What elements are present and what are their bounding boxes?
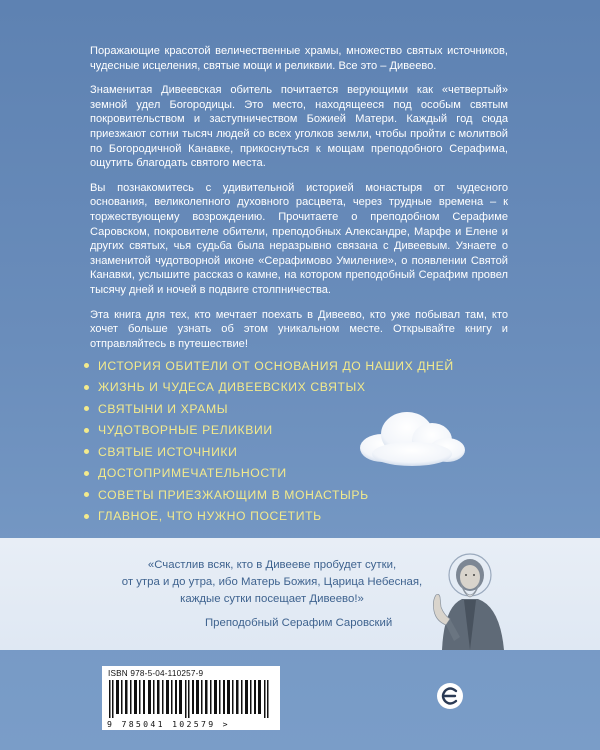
bullet-dot-icon (84, 385, 89, 390)
feature-item-text: ДОСТОПРИМЕЧАТЕЛЬНОСТИ (98, 466, 287, 480)
saint-portrait-icon (420, 545, 512, 650)
publisher-logo-icon (436, 682, 464, 710)
bullet-dot-icon (84, 363, 89, 368)
isbn-barcode (102, 666, 280, 730)
feature-item (84, 506, 524, 527)
description-paragraph-1: Поражающие красотой величественные храмы, множество святых источников, чудесные исцеления, святые мощи и реликвии. Все это – Дивеево. (90, 45, 508, 72)
quote-line: «Счастлив всяк, кто в Дивееве пробудет сутки, (147, 559, 397, 571)
bullet-dot-icon (84, 428, 89, 433)
feature-item (84, 355, 524, 376)
quote-line: каждые сутки посещает Дивеево!» (180, 593, 364, 605)
description-paragraph-3: Вы познакомитесь с удивительной историей монастыря от чудесного основания, великолепного духовного расцвета, через трудные времена – к торжествующему возрождению. Прочитаете о преподобном Серафиме Саровском, покровителе обители, преподобных Александре, Марфе и Елене и других святых, чья судьба была неразрывно связана с Дивеевым. Узнаете о знаменитой чудотворной иконе «Серафимово Умиление», о появлении Святой Канавки, услышите рассказ о камне, на котором преподобный Серафим провел тысячу дней и ночей в подвиге столпничества. (90, 181, 508, 296)
description-text (90, 44, 508, 361)
isbn-label: ISBN 978-5-04-110257-9 (108, 669, 204, 678)
feature-item-text: СВЯТЫЕ ИСТОЧНИКИ (98, 444, 238, 459)
barcode-digits: 9 785041 102579 > (107, 719, 230, 729)
feature-item-text: ЖИЗНЬ И ЧУДЕСА ДИВЕЕВСКИХ СВЯТЫХ (98, 380, 366, 394)
barcode-icon (107, 680, 275, 718)
bullet-dot-icon (84, 514, 89, 519)
feature-item-text: СОВЕТЫ ПРИЕЗЖАЮЩИМ В МОНАСТЫРЬ (98, 487, 369, 502)
quote-text (92, 557, 452, 608)
feature-item-text: СВЯТЫНИ И ХРАМЫ (98, 401, 229, 416)
feature-item (84, 484, 524, 505)
feature-item-text: ГЛАВНОЕ, ЧТО НУЖНО ПОСЕТИТЬ (98, 509, 322, 523)
bullet-dot-icon (84, 492, 89, 497)
feature-item (84, 377, 524, 398)
description-paragraph-4: Эта книга для тех, кто мечтает поехать в Дивеево, кто уже побывал там, кто хочет больше узнать об этом уникальном месте. Открывайте книгу и отправляйтесь в путешествие! (90, 308, 508, 350)
description-paragraph-2: Знаменитая Дивеевская обитель почитается верующими как «четвертый» земной удел Богородицы. Это место, находящееся под особым святым покровительством и заступничеством Божией Матери. Каждый год сюда приезжают сотни тысяч людей со всех уголков земли, чтобы пройти с молитвой по Богородичной Канавке, прикоснуться к мощам преподобного Серафима, ощутить благодать святого места. (90, 84, 508, 170)
quote-author: Преподобный Серафим Саровский (205, 617, 393, 629)
quote-line: от утра и до утра, ибо Матерь Божия, Царица Небесная, (121, 576, 423, 588)
bullet-dot-icon (84, 406, 89, 411)
bullet-dot-icon (84, 449, 89, 454)
cloud-icon (352, 400, 470, 470)
feature-item-text: ЧУДОТВОРНЫЕ РЕЛИКВИИ (98, 423, 273, 437)
bullet-dot-icon (84, 471, 89, 476)
feature-item-text: ИСТОРИЯ ОБИТЕЛИ ОТ ОСНОВАНИЯ ДО НАШИХ ДНЕЙ (98, 358, 454, 373)
